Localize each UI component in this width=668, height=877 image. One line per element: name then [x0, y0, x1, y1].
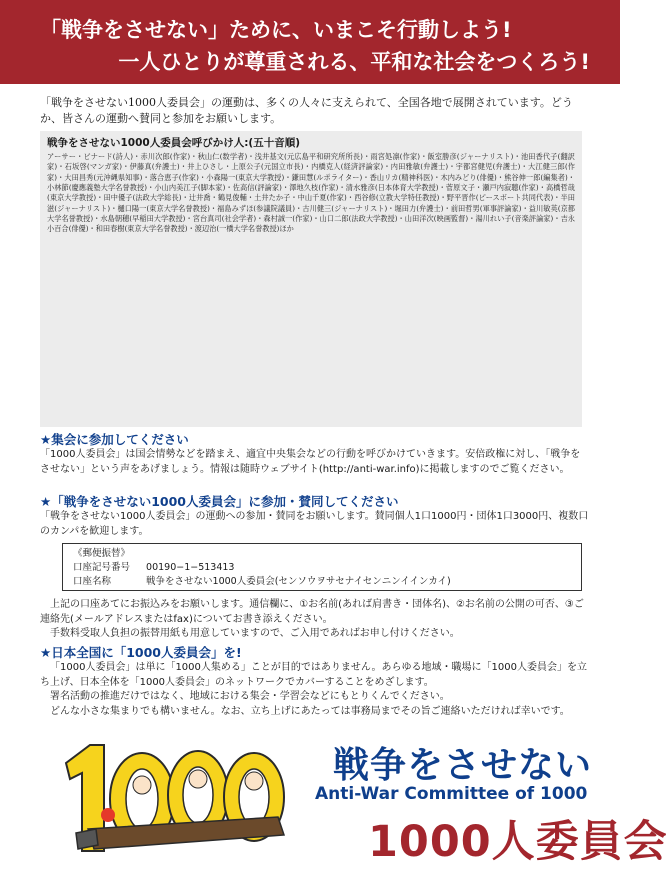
- callers-box: [40, 131, 582, 427]
- title-banner: [0, 0, 620, 84]
- support-section: [40, 493, 590, 539]
- committee-logo: [38, 733, 668, 867]
- postal-title: 《郵便振替》: [73, 548, 131, 559]
- banner-headline-1: 「戦争をさせない」ために、いまこそ行動しよう!: [40, 18, 512, 42]
- postal-number: 00190−1−513413: [146, 562, 235, 573]
- nationwide-text-3: どんな小さな集まりでも構いません。なお、立ち上げにあたっては事務局までその旨ご連絡いただければ幸いです。: [50, 705, 570, 717]
- notes-line-1: 上記の口座あてにお振込みをお願いします。通信欄に、①お名前(あれば肩書き・団体名)、②お名前の公開の可否、③ご連絡先(メールアドレスまたはfax)についてお書き添えください。: [40, 599, 584, 625]
- intro-paragraph: 「戦争をさせない1000人委員会」の運動は、多くの人々に支えられて、全国各地で展開されています。どうか、皆さんの運動へ賛同と参加をお願いします。: [40, 96, 573, 125]
- postal-transfer-box: [62, 543, 582, 591]
- nationwide-heading: ★日本全国に「1000人委員会」を!: [40, 645, 242, 660]
- logo-english: Anti-War Committee of 1000: [315, 784, 588, 804]
- support-text: 「戦争をさせない1000人委員会」の運動への参加・賛同をお願いします。賛同個人1口1000円・団体1口3000円、複数口のカンパを歓迎します。: [40, 511, 589, 537]
- postal-name: 戦争をさせない1000人委員会(センソウヲサセナイセンニンイインカイ): [146, 576, 451, 587]
- callers-title: 戦争をさせない1000人委員会呼びかけ人:(五十音順): [47, 137, 301, 149]
- banner-headline-2: 一人ひとりが尊重される、平和な社会をつくろう!: [118, 50, 590, 74]
- callers-list: アーサー・ビナード(詩人)・赤川次郎(作家)・秋山仁(数学者)・浅井基文(元広島平和研究所所長)・雨宮処凛(作家)・飯室勝彦(ジャーナリスト)・池田香代子(翻訳家)・石坂啓(マンガ家)・伊藤真(弁護士)・井上ひさし・上原公子(元国立市長)・内橋克人(経済評論家)・内田雅敏(弁護士)・宇都宮健児(弁護士)・大江健三郎(作家)・大田昌秀(元沖縄県知事)・落合恵子(作家)・小森陽一(東京大学教授)・鎌田慧(ルポライター)・香山リカ(精神科医)・木内みどり(俳優)・熊谷伸一郎(編集者)・小林節(慶應義塾大学名誉教授)・小山内美江子(脚本家)・佐高信(評論家)・澤地久枝(作家)・清水雅彦(日本体育大学教授)・菅原文子・瀬戸内寂聴(作家)・高橋哲哉(東京大学教授)・田中優子(法政大学総長)・辻井喬・鶴見俊輔・土井たか子・中山千夏(作家)・西谷修(立教大学特任教授)・野平晋作(ピースボート共同代表)・半田滋(ジャーナリスト)・樋口陽一(東京大学名誉教授)・福島みずほ(参議院議員)・古川健三(ジャーナリスト)・堀田力(弁護士)・前田哲男(軍事評論家)・益川敏英(京都大学名誉教授)・水島朝穂(早稲田大学教授)・宮台真司(社会学者)・森村誠一(作家)・山口二郎(法政大学教授)・山田洋次(映画監督)・湯川れい子(音楽評論家)・吉永小百合(俳優)・和田春樹(東京大学名誉教授)・渡辺治(一橋大学名誉教授)ほか: [47, 152, 575, 234]
- postal-number-row: [73, 561, 571, 575]
- join-section: [40, 431, 590, 477]
- support-heading: ★「戦争をさせない1000人委員会」に参加・賛同してください: [40, 494, 399, 509]
- logo-title: 戦争をさせない: [333, 745, 593, 786]
- postal-name-label: 口座名称: [73, 576, 112, 587]
- join-heading: ★集会に参加してください: [40, 432, 189, 447]
- logo-japanese: 1000人委員会: [368, 817, 668, 867]
- postal-name-row: [73, 575, 571, 589]
- nationwide-text-2: 署名活動の推進だけではなく、地域における集会・学習会などにもとりくんでください。: [50, 691, 450, 702]
- nationwide-text-1: 「1000人委員会」は単に「1000人集める」ことが目的ではありません。あらゆる地域・職場に「1000人委員会」を立ち上げ、日本全体を「1000人委員会」のネットワークでカバーすることをめざします。: [40, 662, 587, 688]
- nationwide-section: [40, 644, 590, 719]
- notes-section: [40, 598, 590, 642]
- notes-line-2: 手数料受取人負担の振替用紙も用意していますので、ご入用であればお申し付けください。: [50, 628, 460, 639]
- postal-number-label: 口座記号番号: [73, 562, 131, 573]
- logo-1000-illustration: [48, 733, 308, 861]
- join-text: 「1000人委員会」は国会情勢などを踏まえ、適宜中央集会などの行動を呼びかけていきます。安倍政権に対し、「戦争をさせない」という声をあげましょう。情報は随時ウェブサイト(http://anti-war.info)に掲載しますのでご覧ください。: [40, 449, 581, 475]
